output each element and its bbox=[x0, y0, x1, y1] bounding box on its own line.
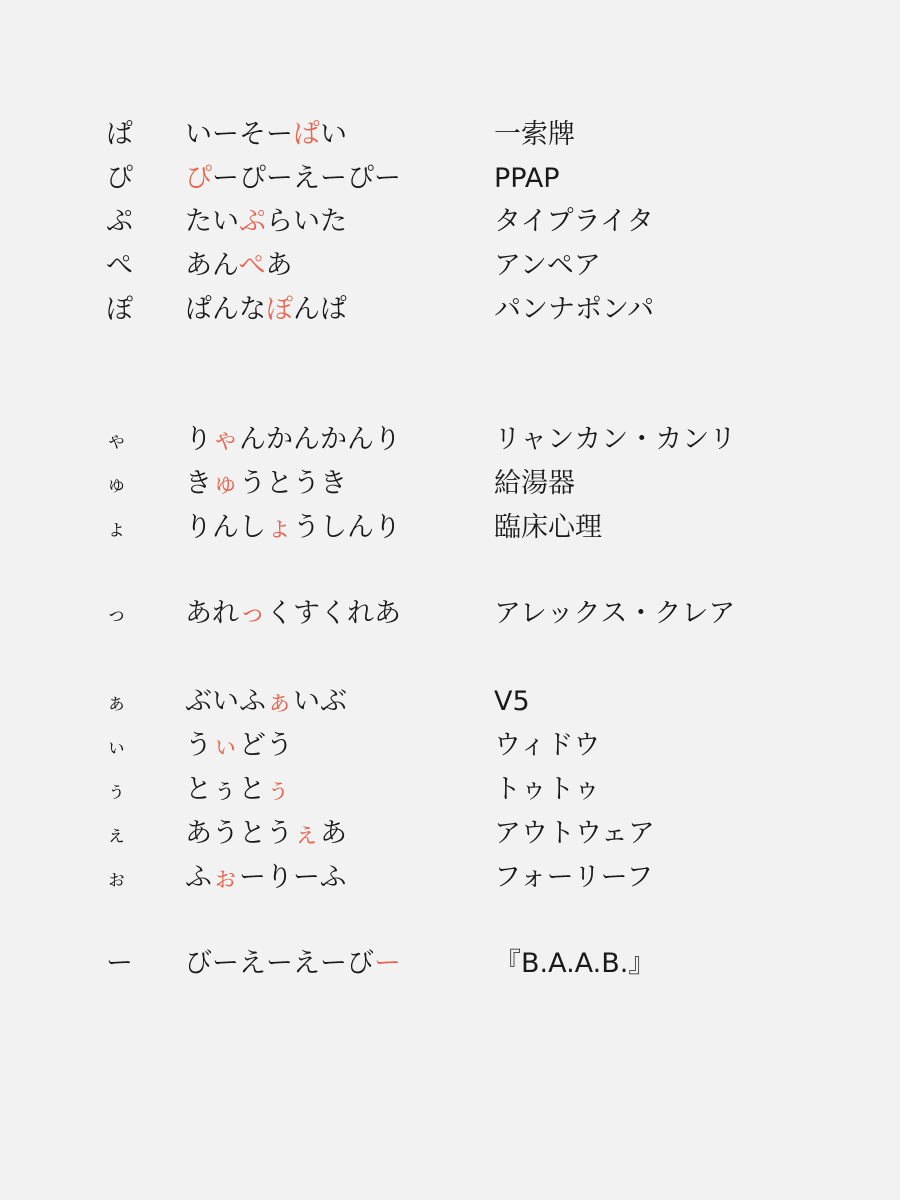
target-kana: ぽ bbox=[106, 294, 133, 325]
word-text: アウトウェア bbox=[494, 818, 655, 849]
reading-segment: き bbox=[185, 468, 212, 499]
word-text: アレックス・クレア bbox=[494, 598, 736, 629]
target-kana: ぺ bbox=[106, 250, 133, 281]
hiragana-reading bbox=[185, 464, 347, 504]
reading-segment: あ bbox=[320, 818, 347, 849]
hiragana-reading bbox=[185, 202, 347, 242]
word-text: PPAP bbox=[494, 163, 560, 194]
target-kana: ぃ bbox=[106, 734, 127, 758]
reading-segment: あうとう bbox=[185, 818, 293, 849]
hiragana-reading bbox=[185, 290, 347, 330]
word-text: ウィドウ bbox=[494, 730, 601, 761]
highlighted-kana: ぅ bbox=[264, 774, 292, 805]
reading-segment: い bbox=[320, 119, 347, 150]
hiragana-reading bbox=[185, 246, 292, 286]
list-row bbox=[0, 770, 900, 810]
reading-segment: あ bbox=[265, 250, 293, 281]
highlighted-kana: ゅ bbox=[212, 468, 239, 499]
word-text: アンペア bbox=[494, 250, 601, 281]
word-text: 『B.A.A.B.』 bbox=[494, 948, 656, 979]
highlighted-kana: ぃ bbox=[212, 730, 239, 761]
hiragana-reading bbox=[185, 944, 401, 984]
word-text: パンナポンパ bbox=[494, 294, 655, 325]
list-row bbox=[0, 508, 900, 548]
reading-segment: ふ bbox=[185, 862, 212, 893]
target-kana: ゅ bbox=[106, 472, 127, 496]
hiragana-reading bbox=[185, 726, 293, 766]
reading-segment: どう bbox=[239, 730, 293, 761]
reading-segment: うとうき bbox=[239, 468, 347, 499]
reading-segment: ぶいふ bbox=[185, 686, 266, 717]
reading-segment: ーりーふ bbox=[239, 862, 347, 893]
highlighted-kana: ぴ bbox=[185, 163, 212, 194]
list-row bbox=[0, 159, 900, 199]
hiragana-reading bbox=[185, 858, 346, 898]
hiragana-reading bbox=[185, 159, 401, 199]
reading-segment: びーえーえーび bbox=[185, 948, 374, 979]
word-text: 一索牌 bbox=[494, 119, 575, 150]
word-text: フォーリーフ bbox=[494, 862, 654, 893]
target-kana: ぴ bbox=[106, 163, 133, 194]
reading-segment: とぅと bbox=[185, 774, 265, 805]
list-row bbox=[0, 682, 900, 722]
list-row bbox=[0, 594, 900, 634]
highlighted-kana: ぉ bbox=[212, 862, 239, 893]
highlighted-kana: ぁ bbox=[266, 686, 293, 717]
reading-segment: たい bbox=[185, 206, 239, 237]
list-row bbox=[0, 202, 900, 242]
hiragana-reading bbox=[185, 115, 347, 155]
highlighted-kana: ぺ bbox=[238, 250, 266, 281]
highlighted-kana: ゃ bbox=[212, 424, 239, 455]
reading-segment: う bbox=[185, 730, 212, 761]
target-kana: ょ bbox=[106, 516, 127, 540]
reading-segment: んかんかんり bbox=[239, 424, 401, 455]
reading-segment: いぶ bbox=[293, 686, 347, 717]
hiragana-reading bbox=[185, 508, 401, 548]
word-text: リャンカン・カンリ bbox=[494, 424, 737, 455]
target-kana: ぉ bbox=[106, 866, 127, 890]
list-row bbox=[0, 858, 900, 898]
word-text: トゥトゥ bbox=[494, 774, 601, 805]
reading-segment: あん bbox=[185, 250, 239, 281]
reading-segment: くすくれあ bbox=[266, 598, 401, 629]
list-row bbox=[0, 814, 900, 854]
list-row bbox=[0, 420, 900, 460]
reading-segment: り bbox=[185, 424, 212, 455]
list-row bbox=[0, 246, 900, 286]
target-kana: ぇ bbox=[106, 822, 127, 846]
target-kana: っ bbox=[106, 602, 127, 626]
reading-segment: ーぴーえーぴー bbox=[212, 163, 401, 194]
target-kana: ぅ bbox=[106, 778, 127, 802]
highlighted-kana: ぱ bbox=[293, 119, 320, 150]
reading-segment: んぱ bbox=[293, 294, 347, 325]
word-text: 臨床心理 bbox=[494, 512, 602, 543]
highlighted-kana: ぽ bbox=[266, 294, 293, 325]
hiragana-reading bbox=[185, 770, 292, 810]
list-row bbox=[0, 115, 900, 155]
target-kana: ぷ bbox=[106, 206, 133, 237]
reading-segment: りんし bbox=[185, 512, 266, 543]
list-row bbox=[0, 726, 900, 766]
highlighted-kana: ぇ bbox=[293, 818, 320, 849]
hiragana-reading bbox=[185, 420, 401, 460]
hiragana-reading bbox=[185, 594, 401, 634]
target-kana: ぁ bbox=[106, 690, 127, 714]
word-text: V5 bbox=[494, 686, 530, 717]
target-kana: ー bbox=[106, 948, 133, 979]
word-text: タイプライタ bbox=[494, 206, 654, 237]
word-text: 給湯器 bbox=[494, 468, 575, 499]
hiragana-reading bbox=[185, 682, 347, 722]
reading-segment: らいた bbox=[266, 206, 347, 237]
reading-segment: ぱんな bbox=[185, 294, 266, 325]
highlighted-kana: ー bbox=[374, 948, 401, 979]
hiragana-reading bbox=[185, 814, 347, 854]
list-row bbox=[0, 944, 900, 984]
target-kana: ぱ bbox=[106, 119, 133, 150]
list-row bbox=[0, 290, 900, 330]
reading-segment: あれ bbox=[185, 598, 239, 629]
highlighted-kana: っ bbox=[239, 598, 266, 629]
list-row bbox=[0, 464, 900, 504]
target-kana: ゃ bbox=[106, 428, 127, 452]
highlighted-kana: ょ bbox=[266, 512, 293, 543]
reading-segment: いーそー bbox=[185, 119, 293, 150]
reading-segment: うしんり bbox=[293, 512, 401, 543]
highlighted-kana: ぷ bbox=[239, 206, 266, 237]
